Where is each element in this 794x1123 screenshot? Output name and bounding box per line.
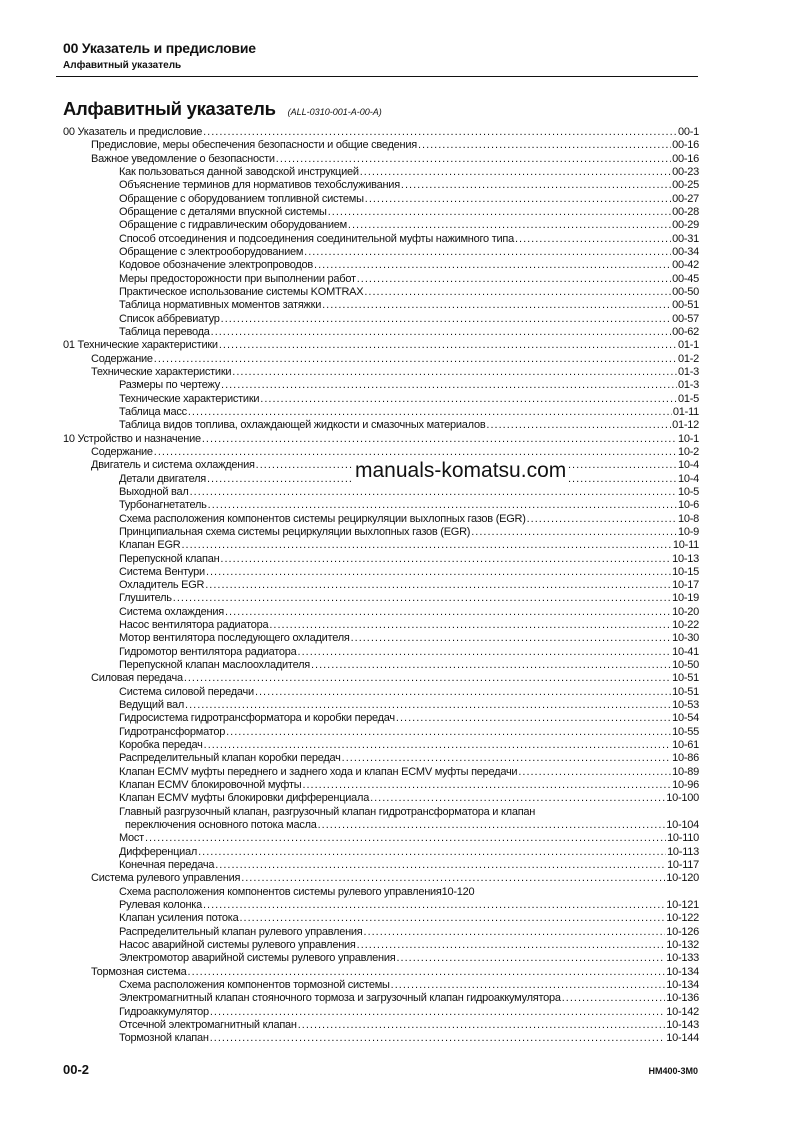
toc-entry-label: Распределительный клапан коробки передач (119, 752, 341, 765)
toc-entry[interactable] (63, 592, 699, 605)
toc-entry-page: 10-50 (672, 659, 699, 672)
page-title (63, 98, 382, 120)
dot-leader (486, 419, 671, 432)
toc-entry[interactable] (63, 832, 699, 845)
toc-entry[interactable] (63, 366, 699, 379)
dot-leader (208, 499, 677, 512)
toc-entry-label: Клапан ECMV муфты переднего и заднего хода и клапан ECMV муфты передачи (119, 765, 518, 778)
toc-entry-label: Клапан ECMV блокировочной муфты (119, 779, 302, 792)
dot-leader (276, 153, 671, 166)
toc-entry[interactable] (63, 1019, 699, 1032)
toc-entry-label: Объяснение терминов для нормативов техобслуживания (119, 179, 400, 192)
toc-entry-label: Ведущий вал (119, 699, 185, 712)
toc-entry[interactable] (63, 339, 699, 352)
toc-entry-page: 10-53 (672, 699, 699, 712)
toc-entry-label: Силовая передача (91, 672, 183, 685)
toc-entry-page: 00-23 (672, 165, 699, 178)
toc-entry[interactable] (63, 899, 699, 912)
toc-entry-label: Система охлаждения (119, 605, 224, 618)
dot-leader (357, 273, 671, 286)
dot-leader (328, 206, 671, 219)
dot-leader (342, 752, 671, 765)
dot-leader (364, 286, 671, 299)
toc-entry-page: 00-42 (672, 259, 699, 272)
dot-leader (154, 353, 677, 366)
toc-entry-label: Гидромотор вентилятора радиатора (119, 645, 297, 658)
toc-entry-page: 10-104 (666, 819, 699, 832)
dot-leader (190, 486, 677, 499)
toc-entry-label: Глушитель (119, 592, 172, 605)
dot-leader (239, 912, 665, 925)
toc-entry-page: 10-113 (667, 845, 699, 858)
toc-entry-label: Схема расположения компонентов тормозной системы (119, 979, 390, 991)
dot-leader (298, 1019, 666, 1032)
toc-entry-page: 00-29 (672, 219, 699, 232)
toc-entry-label: Кодовое обозначение электропроводов (119, 259, 314, 272)
dot-leader (311, 659, 671, 672)
toc-entry-page: 10-120 (441, 885, 475, 898)
dot-leader (203, 899, 665, 912)
toc-entry-label: Отсечной электромагнитный клапан (119, 1018, 297, 1031)
toc-entry-label: Двигатель и система охлаждения (91, 459, 255, 472)
toc-entry-page: 10-134 (666, 979, 699, 991)
toc-entry-label: Схема расположения компонентов системы рециркуляции выхлопных газов (EGR) (119, 512, 526, 525)
toc-entry[interactable] (63, 139, 699, 152)
toc-entry-label: Способ отсоединения и подсоединения соединительной муфты нажимного типа (119, 232, 514, 245)
toc-entry[interactable] (63, 819, 699, 832)
toc-entry[interactable] (63, 939, 699, 952)
toc-entry[interactable] (63, 659, 699, 672)
toc-entry-page: 10-86 (672, 752, 699, 765)
toc-entry-label: Принципиальная схема системы рециркуляции выхлопных газов (EGR) (119, 525, 471, 538)
dot-leader (211, 326, 671, 339)
footer-model: HM400-3M0 (648, 1066, 698, 1076)
toc-entry-label: Мост (119, 832, 144, 845)
toc-entry[interactable] (63, 326, 699, 339)
toc-entry-label: Клапан EGR (119, 539, 181, 552)
toc-entry-label: Мотор вентилятора последующего охладителя (119, 632, 350, 645)
dot-leader (318, 819, 666, 832)
toc-entry-page: 10-89 (672, 765, 699, 778)
toc-entry[interactable] (63, 539, 699, 552)
dot-leader (418, 139, 671, 152)
toc-entry[interactable] (63, 299, 699, 312)
dot-leader (518, 766, 671, 779)
dot-leader (221, 313, 671, 326)
toc-entry-page: 00-27 (672, 192, 699, 205)
toc-entry[interactable] (63, 246, 699, 259)
dot-leader (401, 179, 671, 192)
toc-entry[interactable] (63, 313, 699, 326)
toc-entry-label: Предисловие, меры обеспечения безопасности и общие сведения (91, 139, 417, 152)
section-code: (ALL-0310-001-A-00-A) (287, 107, 382, 117)
dot-leader (260, 393, 677, 406)
toc-entry[interactable] (63, 499, 699, 512)
toc-entry-page: 10-17 (672, 579, 699, 592)
toc-entry-label: Таблица перевода (119, 325, 210, 338)
toc-entry[interactable] (63, 1006, 699, 1019)
toc-entry[interactable] (63, 886, 699, 899)
toc-entry[interactable] (63, 752, 699, 765)
toc-entry[interactable] (63, 126, 699, 139)
toc-entry-label: Тормозная система (91, 965, 187, 978)
dot-leader (219, 339, 677, 352)
dot-leader (370, 792, 665, 805)
dot-leader (185, 699, 671, 712)
toc-entry[interactable] (63, 606, 699, 619)
toc-entry-label: Гидроаккумулятор (119, 1005, 209, 1018)
toc-entry-label: Коробка передач (119, 739, 203, 752)
toc-entry[interactable] (63, 992, 699, 1005)
dot-leader (215, 859, 666, 872)
toc-entry[interactable] (63, 219, 699, 232)
toc-entry-page: 10-100 (666, 792, 699, 805)
toc-entry-page: 10-51 (672, 672, 699, 685)
toc-entry-page: 10-11 (672, 539, 699, 552)
toc-entry-page: 00-34 (672, 245, 699, 258)
toc-entry-page: 01-3 (677, 379, 699, 392)
toc-entry-page: 00-51 (672, 299, 699, 312)
toc-entry-label: Тормозной клапан (119, 1032, 209, 1045)
toc-entry-page: 10-15 (672, 565, 699, 578)
toc-entry-label: Детали двигателя (119, 472, 206, 485)
toc-entry[interactable] (63, 726, 699, 739)
dot-leader (203, 126, 677, 139)
toc-entry-label: Перепускной клапан (119, 552, 220, 565)
dot-leader (210, 1006, 665, 1019)
toc-entry-label: Гидросистема гидротрансформатора и коробки передач (119, 712, 395, 725)
toc-entry-page: 10-121 (666, 899, 699, 912)
toc-entry-label: Система силовой передачи (119, 685, 254, 698)
header-divider (56, 76, 698, 77)
toc-entry-label: Обращение с деталями впускной системы (119, 205, 327, 218)
toc-entry[interactable] (63, 806, 699, 819)
dot-leader (154, 446, 677, 459)
toc-entry-page: 10-117 (667, 859, 699, 872)
dot-leader (348, 219, 671, 232)
toc-entry[interactable] (63, 406, 699, 419)
dot-leader (364, 926, 666, 939)
toc-entry-page: 10-2 (677, 445, 699, 458)
toc-entry-page: 00-31 (672, 232, 699, 245)
toc-entry[interactable] (63, 739, 699, 752)
dot-leader (202, 433, 677, 446)
toc-entry-label: Важное уведомление о безопасности (91, 152, 275, 165)
dot-leader (562, 992, 666, 1005)
toc-entry-label: Практическое использование системы KOMTRAX (119, 285, 364, 298)
toc-entry[interactable] (63, 1032, 699, 1045)
toc-entry[interactable] (63, 966, 699, 979)
toc-entry-label: Клапан ECMV муфты блокировки дифференциала (119, 792, 370, 805)
toc-entry[interactable] (63, 766, 699, 779)
dot-leader (226, 726, 671, 739)
toc-entry-label: Таблица видов топлива, охлаждающей жидкости и смазочных материалов (119, 419, 486, 432)
toc-entry[interactable] (63, 259, 699, 272)
dot-leader (198, 846, 666, 859)
running-header-title: 00 Указатель и предисловие (63, 40, 256, 56)
toc-entry[interactable] (63, 979, 699, 992)
toc-entry-page: 10-136 (666, 992, 699, 1005)
toc-entry-page: 10-144 (666, 1032, 699, 1045)
toc-entry-page: 10-4 (677, 459, 699, 472)
toc-entry-page: 01-2 (677, 352, 699, 365)
toc-entry-page: 10-9 (677, 525, 699, 538)
toc-entry-page: 10-110 (667, 832, 699, 845)
toc-entry-label: Таблица нормативных моментов затяжки (119, 299, 322, 312)
toc-entry-page: 10-8 (677, 512, 699, 525)
toc-entry-page: 00-28 (672, 205, 699, 218)
toc-entry-label: Гидротрансформатор (119, 725, 226, 738)
toc-entry[interactable] (63, 912, 699, 925)
toc-entry-label: Распределительный клапан рулевого управления (119, 925, 363, 938)
toc-entry-label: Обращение с электрооборудованием (119, 245, 304, 258)
dot-leader (515, 233, 671, 246)
toc-entry-label: переключения основного потока масла (125, 819, 317, 832)
toc-entry[interactable] (63, 926, 699, 939)
toc-entry-label: Клапан усиления потока (119, 912, 239, 925)
toc-entry-label: Схема расположения компонентов системы рулевого управления (119, 885, 442, 898)
dot-leader (206, 566, 671, 579)
toc-entry-label: Как пользоваться данной заводской инструкцией (119, 165, 359, 178)
dot-leader (527, 513, 677, 526)
toc-entry-page: 10-20 (672, 605, 699, 618)
toc-entry-label: Электромагнитный клапан стояночного тормоза и загрузочный клапан гидроаккумулятора (119, 992, 561, 1005)
toc-entry[interactable] (63, 792, 699, 805)
dot-leader (471, 526, 677, 539)
dot-leader (269, 619, 671, 632)
toc-entry-page: 00-50 (672, 285, 699, 298)
toc-entry-page: 10-6 (677, 499, 699, 512)
running-header-subtitle: Алфавитный указатель (63, 60, 182, 71)
toc-entry-label: Турбонагнетатель (119, 499, 207, 512)
toc-entry-label: Система рулевого управления (91, 872, 241, 885)
dot-leader (232, 366, 677, 379)
dot-leader (396, 712, 671, 725)
toc-entry[interactable] (63, 179, 699, 192)
toc-entry-page: 10-142 (666, 1005, 699, 1018)
toc-entry[interactable] (63, 699, 699, 712)
toc-entry-page: 01-11 (672, 405, 699, 418)
toc-entry-page: 10-120 (666, 872, 699, 885)
toc-entry[interactable] (63, 193, 699, 206)
toc-entry-page: 10-133 (666, 952, 699, 965)
table-of-contents (63, 126, 699, 1046)
toc-entry-page: 10-1 (677, 432, 699, 445)
watermark: manuals-komatsu.com (352, 459, 569, 483)
dot-leader (204, 739, 671, 752)
toc-entry-page: 10-132 (666, 939, 699, 952)
toc-entry-label: Обращение с гидравлическим оборудованием (119, 219, 347, 232)
toc-entry-page: 10-41 (672, 645, 699, 658)
toc-entry[interactable] (63, 353, 699, 366)
toc-entry[interactable] (63, 619, 699, 632)
toc-entry[interactable] (63, 846, 699, 859)
toc-entry[interactable] (63, 273, 699, 286)
toc-entry-label: Электромотор аварийной системы рулевого управления (119, 952, 396, 965)
toc-entry-label: Технические характеристики (91, 365, 232, 378)
dot-leader (184, 672, 671, 685)
toc-entry-label: Охладитель EGR (119, 579, 205, 592)
toc-entry-label: Таблица масс (119, 405, 187, 418)
toc-entry[interactable] (63, 686, 699, 699)
dot-leader (298, 646, 672, 659)
dot-leader (145, 832, 666, 845)
dot-leader (302, 779, 671, 792)
toc-entry-label: Размеры по чертежу (119, 379, 221, 392)
dot-leader (322, 299, 671, 312)
toc-entry-page: 00-25 (672, 179, 699, 192)
toc-entry[interactable] (63, 632, 699, 645)
toc-entry[interactable] (63, 513, 699, 526)
toc-entry[interactable] (63, 779, 699, 792)
dot-leader (221, 379, 677, 392)
toc-entry-label: Главный разгрузочный клапан, разгрузочный клапан гидротрансформатора и клапан (119, 805, 536, 818)
toc-entry[interactable] (63, 526, 699, 539)
toc-entry-page: 10-126 (666, 925, 699, 938)
dot-leader (225, 606, 671, 619)
toc-entry[interactable] (63, 712, 699, 725)
toc-entry[interactable] (63, 646, 699, 659)
dot-leader (304, 246, 671, 259)
toc-entry-label: Дифференциал (119, 845, 198, 858)
dot-leader (173, 592, 671, 605)
footer-page-number: 00-2 (63, 1062, 90, 1077)
toc-entry-page: 00-16 (672, 152, 699, 165)
toc-entry-label: 00 Указатель и предисловие (63, 126, 203, 138)
toc-entry-page: 10-13 (672, 552, 699, 565)
toc-entry-page: 10-61 (672, 739, 699, 752)
toc-entry-page: 01-5 (677, 392, 699, 405)
dot-leader (205, 579, 671, 592)
toc-entry[interactable] (63, 553, 699, 566)
toc-entry[interactable] (63, 206, 699, 219)
dot-leader (188, 966, 666, 979)
toc-entry-page: 10-54 (672, 712, 699, 725)
dot-leader (351, 632, 672, 645)
toc-entry-page: 10-30 (672, 632, 699, 645)
toc-entry-label: Насос аварийной системы рулевого управления (119, 939, 356, 952)
toc-entry[interactable] (63, 566, 699, 579)
toc-entry-label: Конечная передача (119, 859, 215, 872)
toc-entry-page: 10-22 (672, 619, 699, 632)
toc-entry[interactable] (63, 166, 699, 179)
page-title-text: Алфавитный указатель (63, 98, 276, 119)
dot-leader (210, 1032, 666, 1045)
toc-entry[interactable] (63, 486, 699, 499)
toc-entry-label: 10 Устройство и назначение (63, 432, 201, 445)
dot-leader (241, 872, 665, 885)
toc-entry[interactable] (63, 286, 699, 299)
dot-leader (391, 979, 666, 992)
toc-entry[interactable] (63, 579, 699, 592)
toc-entry[interactable] (63, 446, 699, 459)
toc-entry-label: Содержание (91, 352, 153, 365)
toc-entry[interactable] (63, 433, 699, 446)
toc-entry-label: Содержание (91, 445, 153, 458)
toc-entry-page: 01-1 (677, 339, 699, 352)
toc-entry-label: Обращение с оборудованием топливной системы (119, 192, 364, 205)
dot-leader (314, 259, 671, 272)
toc-entry[interactable] (63, 952, 699, 965)
toc-entry-page: 10-51 (672, 685, 699, 698)
dot-leader (365, 193, 671, 206)
dot-leader (188, 406, 672, 419)
toc-entry-page: 00-62 (672, 325, 699, 338)
dot-leader (396, 952, 665, 965)
toc-entry-page: 10-19 (672, 592, 699, 605)
toc-entry-page: 10-5 (677, 485, 699, 498)
toc-entry-page: 10-143 (666, 1018, 699, 1031)
toc-entry-page: 10-134 (666, 965, 699, 978)
toc-entry-label: Рулевая колонка (119, 899, 202, 912)
toc-entry[interactable] (63, 672, 699, 685)
toc-entry[interactable] (63, 153, 699, 166)
toc-entry-page: 10-4 (677, 472, 699, 485)
toc-entry-page: 10-55 (672, 725, 699, 738)
toc-entry[interactable] (63, 379, 699, 392)
toc-entry-label: Список аббревиатур (119, 312, 220, 325)
toc-entry-page: 00-16 (672, 139, 699, 152)
toc-entry-page: 10-96 (672, 779, 699, 792)
toc-entry-label: Насос вентилятора радиатора (119, 619, 269, 632)
dot-leader (360, 166, 671, 179)
toc-entry-page: 10-122 (666, 912, 699, 925)
toc-entry-label: Система Вентури (119, 565, 205, 578)
toc-entry-page: 01-12 (672, 419, 699, 432)
dot-leader (220, 553, 671, 566)
toc-entry-page: 01-3 (677, 365, 699, 378)
toc-entry-label: Меры предосторожности при выполнении работ (119, 272, 356, 285)
dot-leader (357, 939, 666, 952)
toc-entry[interactable] (63, 872, 699, 885)
toc-entry-page: 00-57 (672, 312, 699, 325)
toc-entry[interactable] (63, 233, 699, 246)
toc-entry-page: 00-1 (677, 126, 699, 138)
toc-entry[interactable] (63, 859, 699, 872)
toc-entry-page: 00-45 (672, 272, 699, 285)
toc-entry-label: Технические характеристики (119, 392, 260, 405)
dot-leader (182, 539, 672, 552)
toc-entry-label: Перепускной клапан маслоохладителя (119, 659, 310, 672)
toc-entry-label: 01 Технические характеристики (63, 339, 218, 352)
dot-leader (255, 686, 671, 699)
toc-entry[interactable] (63, 419, 699, 432)
toc-entry-label: Выходной вал (119, 485, 189, 498)
toc-entry[interactable] (63, 393, 699, 406)
